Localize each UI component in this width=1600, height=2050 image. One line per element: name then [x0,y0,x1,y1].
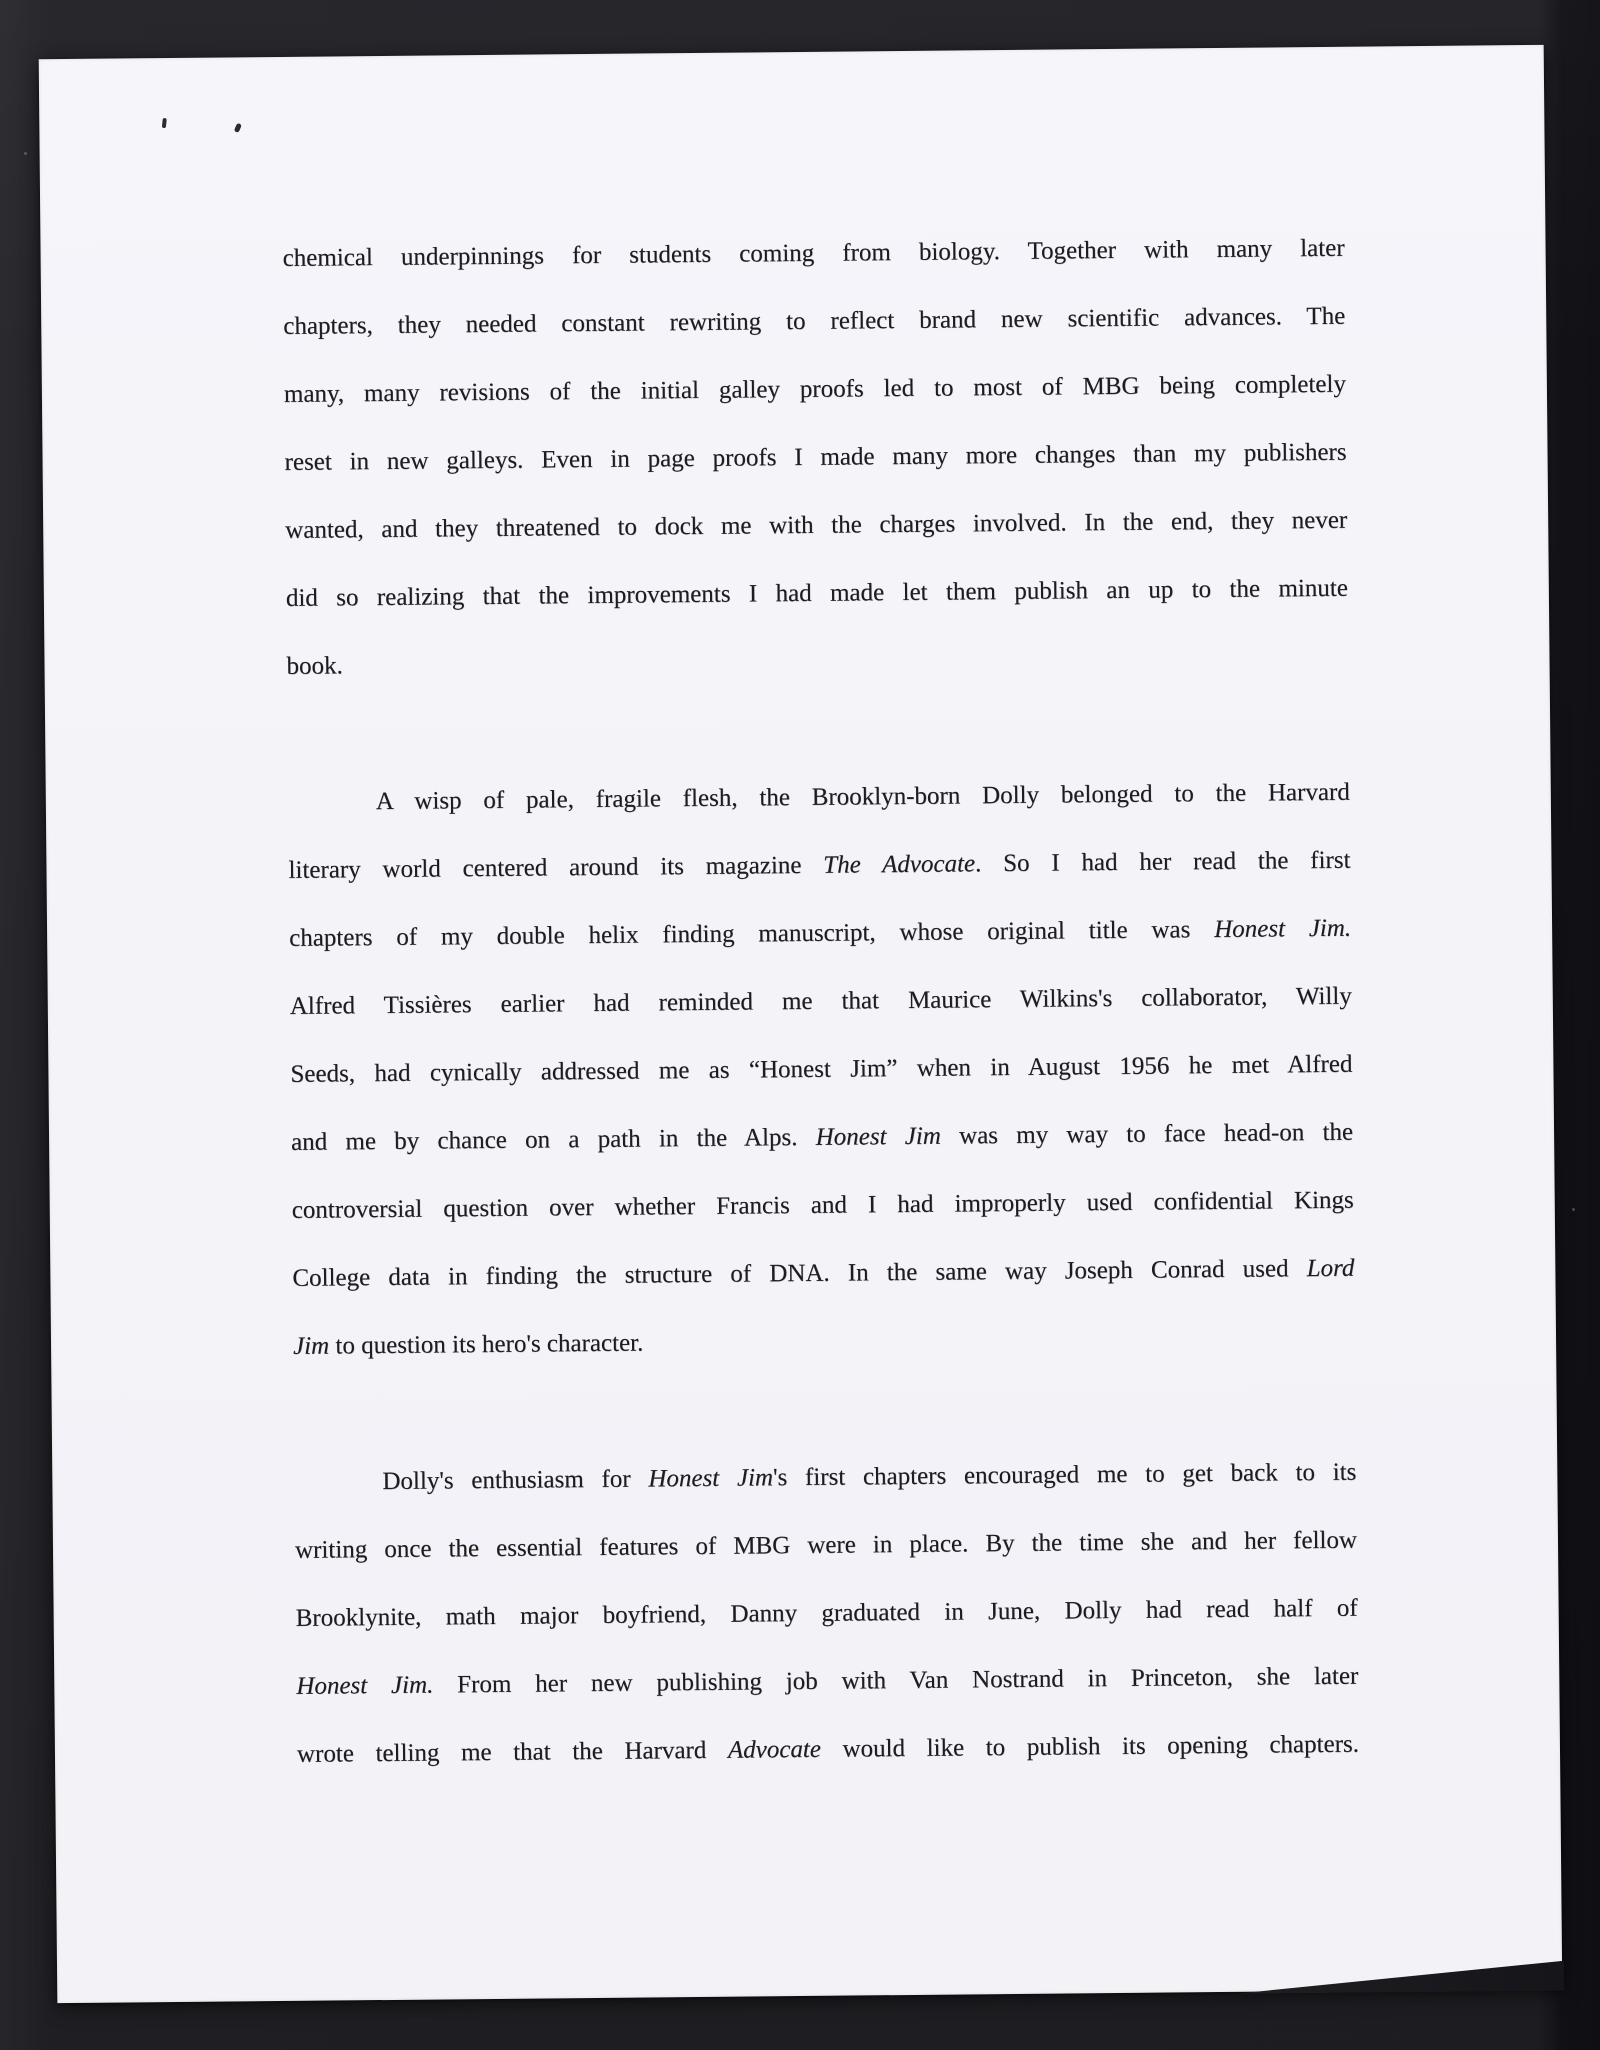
text-line [288,827,1351,905]
text-segment: Seeds, had cynically addressed me as “Honest Jim” when in August 1956 he met Alfred [290,1050,1353,1088]
text-line [289,895,1352,973]
paragraph [282,215,1349,701]
text-line [296,1643,1359,1721]
text-line [290,1031,1353,1109]
text-segment: book. [286,652,343,680]
text-segment: wrote telling me that the Harvard [296,1736,729,1768]
page-corner-curl [1234,1961,1564,1994]
text-line [283,283,1346,361]
text-line [288,759,1351,837]
text-segment: 's first chapters encouraged me to get back to its [772,1458,1357,1492]
ink-speck [234,123,242,133]
text-segment: controversial question over whether Francis and I had improperly used confidential Kings [291,1186,1354,1224]
text-line [286,555,1349,633]
text-line [295,1575,1358,1653]
text-segment: From her new publishing job with Van Nostrand in Princeton, she later [433,1662,1359,1699]
text-segment: was my way to face head-on the [940,1118,1354,1150]
text-segment: wanted, and they threatened to dock me with the charges involved. In the end, they never [285,506,1348,544]
document-page [39,45,1563,2003]
text-segment: would like to publish its opening chapters. [820,1730,1360,1763]
text-segment-italic: Jim [292,1332,330,1360]
text-segment: chapters of my double helix finding manuscript, whose original title was [289,916,1215,952]
text-segment-italic: Honest Jim. [1213,914,1352,944]
text-line [291,1167,1354,1245]
text-segment: reset in new galleys. Even in page proofs I made many more changes than my publishers [284,438,1347,476]
text-segment: did so realizing that the improvements I had made let them publish an up to the minute [285,574,1348,612]
text-segment-italic: Honest Jim. [296,1671,434,1700]
text-segment: many, many revisions of the initial galley proofs led to most of MBG being completely [283,370,1347,408]
text-segment: chapters, they needed constant rewriting to reflect brand new scientific advances. The [283,302,1346,340]
text-segment: Alfred Tissières earlier had reminded me that Maurice Wilkins's collaborator, Willy [289,982,1352,1020]
paragraph [294,1439,1359,1789]
text-segment-italic: The Advocate [823,850,976,879]
text-segment: literary world centered around its magazine [288,851,824,884]
text-line [297,1711,1360,1789]
text-line [289,963,1352,1041]
text-segment: Dolly's enthusiasm for [382,1465,649,1496]
text-segment-italic: Advocate [727,1735,822,1764]
text-line [295,1507,1358,1585]
text-line [292,1235,1355,1313]
text-segment: to question its hero's character. [329,1329,644,1360]
paragraph [288,759,1356,1381]
text-line [291,1099,1354,1177]
page-text [282,215,1359,1789]
dust-speck [1572,1208,1575,1211]
text-segment-italic: Honest Jim [648,1464,774,1493]
text-line [284,419,1347,497]
text-line [284,351,1347,429]
text-line [285,487,1348,565]
text-segment-italic: Honest Jim [815,1122,941,1151]
text-segment: College data in finding the structure of DNA. In the same way Joseph Conrad used [292,1255,1307,1292]
text-segment: chemical underpinnings for students coming from biology. Together with many later [282,234,1345,272]
ink-speck [162,118,167,128]
text-segment: . So I had her read the first [974,846,1351,878]
text-segment: writing once the essential features of MBG were in place. By the time she and her fellow [294,1526,1358,1564]
text-segment: and me by chance on a path in the Alps. [290,1123,816,1156]
text-line [282,215,1345,293]
text-segment-italic: Lord [1306,1254,1355,1283]
text-segment: A wisp of pale, fragile flesh, the Brooklyn-born Dolly belonged to the Harvard [375,778,1350,816]
text-line [294,1439,1357,1517]
dust-speck [24,152,27,155]
text-segment: Brooklynite, math major boyfriend, Danny graduated in June, Dolly had read half of [295,1594,1358,1632]
